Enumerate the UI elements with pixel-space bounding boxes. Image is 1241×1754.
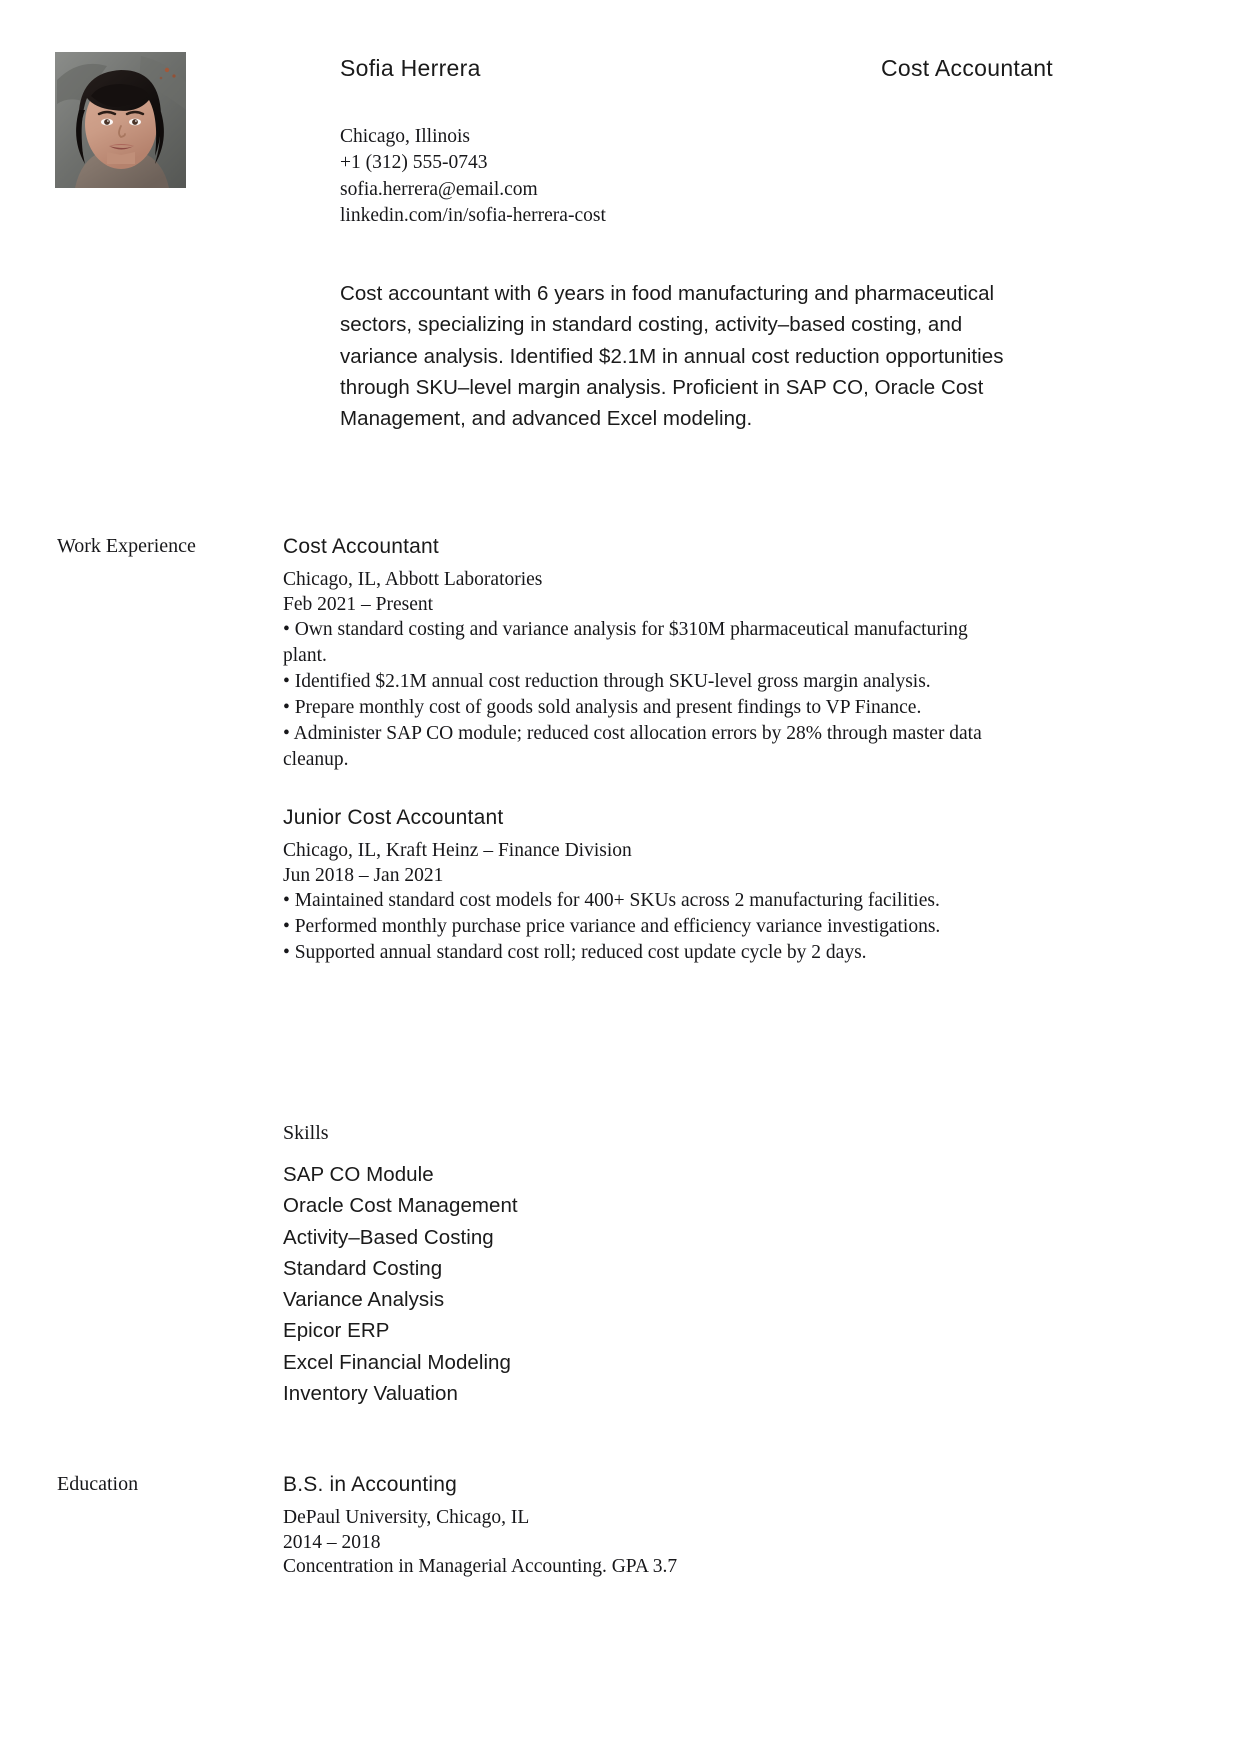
work-entry <box>283 803 998 966</box>
education-note: Concentration in Managerial Accounting. GPA 3.7 <box>283 1556 678 1578</box>
skills-heading: Skills <box>283 1122 329 1144</box>
professional-summary: Cost accountant with 6 years in food manufacturing and pharmaceutical sectors, specializing in standard costing, activity–based costing, and variance analysis. Identified $2.1M in annual cost reduction opportunities through SKU–level margin analysis. Proficient in SAP CO, Oracle Cost Management, and advanced Excel modeling. <box>340 282 1004 431</box>
skills-list <box>283 1159 998 1409</box>
skills-section <box>0 1119 1241 1409</box>
work-experience-body <box>283 532 998 966</box>
skill-item: Variance Analysis <box>283 1288 445 1312</box>
education-label: Education <box>57 1473 139 1495</box>
work-bullet: • Maintained standard cost models for 400+ SKUs across 2 manufacturing facilities. <box>283 890 940 912</box>
skill-item: Oracle Cost Management <box>283 1194 518 1218</box>
work-experience-label: Work Experience <box>57 535 196 557</box>
skills-body <box>283 1119 998 1409</box>
contact-block <box>340 124 606 229</box>
contact-location: Chicago, Illinois <box>340 126 470 147</box>
work-entry <box>283 532 998 773</box>
work-entry-dates: Feb 2021 – Present <box>283 593 434 615</box>
work-bullet: • Administer SAP CO module; reduced cost allocation errors by 28% through master data cleanup. <box>283 723 982 771</box>
education-degree: B.S. in Accounting <box>283 1473 458 1496</box>
work-bullet: • Identified $2.1M annual cost reduction through SKU-level gross margin analysis. <box>283 671 931 693</box>
skill-item: Excel Financial Modeling <box>283 1350 511 1374</box>
work-entry-company: Chicago, IL, Kraft Heinz – Finance Division <box>283 840 632 862</box>
work-entry-title: Junior Cost Accountant <box>283 806 504 830</box>
candidate-job-title: Cost Accountant <box>881 55 1053 81</box>
skill-item: Standard Costing <box>283 1256 443 1280</box>
contact-linkedin[interactable]: linkedin.com/in/sofia-herrera-cost <box>340 204 606 226</box>
work-entry-title: Cost Accountant <box>283 535 439 558</box>
skill-item: Inventory Valuation <box>283 1382 458 1406</box>
profile-photo <box>55 52 186 188</box>
resume-header <box>0 0 1241 250</box>
education-dates: 2014 – 2018 <box>283 1531 381 1553</box>
skill-item: SAP CO Module <box>283 1163 434 1186</box>
work-bullet: • Supported annual standard cost roll; reduced cost update cycle by 2 days. <box>283 942 867 964</box>
contact-email[interactable]: sofia.herrera@email.com <box>340 178 538 200</box>
education-section <box>0 1470 1241 1580</box>
skill-item: Activity–Based Costing <box>283 1225 494 1249</box>
work-entry-bullets <box>283 888 998 966</box>
contact-phone[interactable]: +1 (312) 555-0743 <box>340 152 488 174</box>
work-entry-bullets <box>283 617 998 773</box>
work-entry-dates: Jun 2018 – Jan 2021 <box>283 864 444 886</box>
work-experience-section <box>0 532 1241 966</box>
candidate-name: Sofia Herrera <box>340 55 481 81</box>
work-bullet: • Prepare monthly cost of goods sold analysis and present findings to VP Finance. <box>283 697 922 719</box>
education-body <box>283 1470 998 1580</box>
education-school: DePaul University, Chicago, IL <box>283 1507 530 1528</box>
work-bullet: • Performed monthly purchase price variance and efficiency variance investigations. <box>283 916 941 938</box>
work-entry-company: Chicago, IL, Abbott Laboratories <box>283 569 543 590</box>
work-bullet: • Own standard costing and variance analysis for $310M pharmaceutical manufacturing plant. <box>283 619 968 667</box>
education-entry <box>283 1470 998 1580</box>
skill-item: Epicor ERP <box>283 1319 390 1343</box>
entry-spacer <box>283 773 998 803</box>
